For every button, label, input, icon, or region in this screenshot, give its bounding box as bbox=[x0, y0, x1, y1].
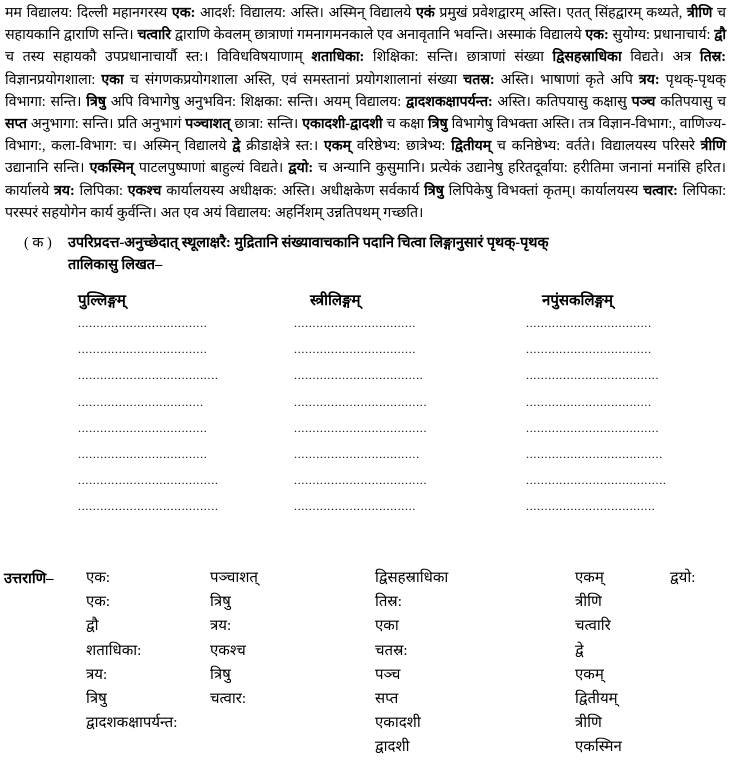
column-header-neuter: नपुंसकलिङ्गम् bbox=[542, 293, 614, 310]
answer-cell: द्विसहस्राधिका bbox=[375, 570, 449, 586]
answer-row bbox=[86, 687, 726, 711]
row-spacer bbox=[4, 441, 78, 467]
answer-cell: एकस्मिन bbox=[575, 739, 622, 756]
table-row bbox=[4, 336, 734, 362]
answer-cell: द्वितीयम् bbox=[575, 691, 618, 708]
dotted-blank-line[interactable]: .................................. bbox=[526, 316, 652, 331]
question-text-line2: तालिकासु लिखत– bbox=[68, 256, 163, 273]
dotted-blank-line[interactable]: ...................................... bbox=[78, 499, 219, 514]
dotted-blank-line[interactable]: ................................... bbox=[78, 420, 208, 435]
blank-cell-masculine[interactable] bbox=[78, 493, 294, 519]
answer-cell: द्वे bbox=[575, 642, 584, 659]
gender-classification-table bbox=[4, 290, 734, 520]
question-marker: ( क ) bbox=[24, 235, 52, 252]
blank-cell-neuter[interactable] bbox=[526, 389, 734, 415]
answer-cell: त्रय: bbox=[210, 618, 232, 635]
dotted-blank-line[interactable]: .................................... bbox=[526, 368, 660, 383]
dotted-blank-line[interactable]: .................................... bbox=[526, 420, 660, 435]
table-row bbox=[4, 362, 734, 388]
dotted-blank-line[interactable]: ................................... bbox=[78, 316, 208, 331]
answers-grid bbox=[86, 566, 726, 760]
answer-cell: द्वयो: bbox=[670, 570, 696, 586]
dotted-blank-line[interactable]: ................................... bbox=[78, 342, 208, 357]
answer-cell: चतस्र: bbox=[375, 642, 408, 659]
dotted-blank-line[interactable]: ................................... bbox=[294, 368, 424, 383]
table-row bbox=[4, 310, 734, 336]
blank-cell-neuter[interactable] bbox=[526, 467, 734, 493]
row-spacer bbox=[4, 415, 78, 441]
answer-cell: त्रिषु bbox=[86, 691, 107, 708]
blank-cell-masculine[interactable] bbox=[78, 467, 294, 493]
answer-cell: शताधिका: bbox=[86, 642, 142, 659]
answer-cell bbox=[670, 590, 726, 614]
answer-cell: त्रीणि bbox=[575, 594, 602, 611]
dotted-blank-line[interactable]: .................................. bbox=[294, 446, 420, 461]
answers-section bbox=[4, 566, 730, 760]
dotted-blank-line[interactable]: .................................... bbox=[294, 394, 428, 409]
dotted-blank-line[interactable]: ...................................... bbox=[526, 473, 667, 488]
answer-cell: द्वादशी bbox=[375, 739, 410, 756]
answer-cell: एकश्च bbox=[210, 642, 246, 659]
dotted-blank-line[interactable]: .................................. bbox=[78, 394, 204, 409]
dotted-blank-line[interactable]: .................................. bbox=[526, 342, 652, 357]
answers-label: उत्तराणि– bbox=[4, 571, 54, 587]
table-row bbox=[4, 441, 734, 467]
answer-cell: द्वादशकक्षापर्यन्त: bbox=[86, 715, 178, 732]
blank-cell-feminine[interactable] bbox=[294, 362, 526, 388]
row-spacer bbox=[4, 389, 78, 415]
answer-cell bbox=[210, 711, 375, 735]
dotted-blank-line[interactable]: ...................................... bbox=[78, 368, 219, 383]
blank-cell-neuter[interactable] bbox=[526, 336, 734, 362]
answer-cell bbox=[670, 614, 726, 638]
blank-cell-feminine[interactable] bbox=[294, 336, 526, 362]
dotted-blank-line[interactable]: ................................... bbox=[526, 499, 656, 514]
answer-cell: त्रिषु bbox=[210, 666, 231, 683]
table-header-row bbox=[4, 290, 734, 310]
answer-cell: एका bbox=[375, 618, 399, 635]
answer-cell: त्रिषु bbox=[210, 594, 231, 611]
blank-cell-feminine[interactable] bbox=[294, 493, 526, 519]
table-body bbox=[4, 310, 734, 520]
answer-cell: एकादशी bbox=[375, 715, 421, 732]
blank-cell-feminine[interactable] bbox=[294, 441, 526, 467]
answer-row bbox=[86, 590, 726, 614]
dotted-blank-line[interactable]: ................................. bbox=[294, 499, 417, 514]
answer-cell: त्रय: bbox=[86, 666, 108, 683]
question-text-line1: उपरिप्रदत्त-अनुच्छेदात् स्थूलाक्षरै: मुद्रितानि संख्यावाचकानि पदानि चित्वा लिङ्गानुसारं पृथक्-पृथक् bbox=[68, 235, 549, 252]
question-block bbox=[4, 233, 728, 276]
blank-cell-masculine[interactable] bbox=[78, 415, 294, 441]
answer-cell: तिस्र: bbox=[375, 594, 402, 611]
dotted-blank-line[interactable]: .................................. bbox=[526, 394, 652, 409]
blank-cell-neuter[interactable] bbox=[526, 441, 734, 467]
answer-cell: एक: bbox=[86, 570, 110, 586]
row-spacer bbox=[4, 362, 78, 388]
answer-cell: चत्वार: bbox=[210, 691, 247, 708]
answer-cell: चत्वारि bbox=[575, 618, 611, 635]
blank-cell-neuter[interactable] bbox=[526, 415, 734, 441]
answer-cell: पञ्चाशत् bbox=[210, 570, 258, 586]
blank-cell-feminine[interactable] bbox=[294, 415, 526, 441]
dotted-blank-line[interactable]: ................................... bbox=[78, 446, 208, 461]
answer-cell: पञ्च bbox=[375, 666, 401, 683]
row-spacer bbox=[4, 467, 78, 493]
answer-row bbox=[86, 566, 726, 590]
dotted-blank-line[interactable]: .................................... bbox=[294, 420, 428, 435]
blank-cell-masculine[interactable] bbox=[78, 389, 294, 415]
answer-cell bbox=[670, 639, 726, 663]
answer-row bbox=[86, 614, 726, 638]
answer-cell bbox=[670, 687, 726, 711]
dotted-blank-line[interactable]: ................................. bbox=[294, 342, 417, 357]
blank-cell-neuter[interactable] bbox=[526, 310, 734, 336]
answer-cell: सप्त bbox=[375, 691, 399, 708]
answer-cell: एक: bbox=[86, 594, 110, 611]
blank-cell-masculine[interactable] bbox=[78, 336, 294, 362]
dotted-blank-line[interactable]: ...................................... bbox=[78, 473, 219, 488]
blank-cell-masculine[interactable] bbox=[78, 310, 294, 336]
blank-cell-feminine[interactable] bbox=[294, 467, 526, 493]
blank-cell-neuter[interactable] bbox=[526, 493, 734, 519]
table-row bbox=[4, 493, 734, 519]
dotted-blank-line[interactable]: ..................................... bbox=[526, 446, 663, 461]
answer-row bbox=[86, 663, 726, 687]
answer-cell: एकम् bbox=[575, 570, 604, 586]
blank-cell-masculine[interactable] bbox=[78, 441, 294, 467]
sanskrit-passage: मम विद्यालय: दिल्ली महानगरस्य एक: आदर्श: विद्यालय: अस्ति। अस्मिन् विद्यालये एकं प्रमुखं प्रवेशद्वारम् अस्ति। एतत् सिंहद्वारम् कथ्यते, त्रीणि च सहायकानि द्वाराणि सन्ति। चत्वारि द्वाराणि केवलम् छात्राणां गमनागमनकाले एव अनावृतानि भवन्ति। अस्माकं विद्यालये एक: सुयोग्य: प्रधानाचार्य: द्वौ च तस्य सहायकौ उपप्रधानाचार्यौ स्त:। विविधविषयाणाम् शताधिका: शिक्षिका: सन्ति। छात्राणां संख्या द्विसहस्राधिका विद्यते। अत्र तिस्र: विज्ञानप्रयोगशाला: एका च संगणकप्रयोगशाला अस्ति, एवं समस्तानां प्रयोगशालानां संख्या चतस्र: अस्ति। भाषाणां कृते अपि त्रय: पृथक्-पृथक् विभागा: सन्ति। त्रिषु अपि विभागेषु अनुभविन: शिक्षका: सन्ति। अयम् विद्यालय: द्वादशकक्षापर्यन्त: अस्ति। कतिपयासु कक्षासु पञ्च कतिपयासु च सप्त अनुभागा: सन्ति। प्रति अनुभागं पञ्चाशत् छात्रा: सन्ति। एकादशी-द्वादशी च कक्षा त्रिषु विभागेषु विभक्ता अस्ति। तत्र विज्ञान-विभाग:, वाणिज्य-विभाग:, कला-विभाग: च। अस्मिन् विद्यालये द्वे क्रीडाक्षेत्रे स्त:। एकम् वरिष्ठेभ्य: छात्रेभ्य: द्वितीयम् च कनिष्ठेभ्य: वर्तते। विद्यालयस्य परिसरे त्रीणि उद्यानानि सन्ति। एकस्मिन् पाटलपुष्पाणां बाहुल्यं विद्यते। द्वयो: च अन्यानि कुसुमानि। प्रत्येकं उद्यानेषु हरितदूर्वाया: हरीतिमा जनानां मनांसि हरित। कार्यालये त्रय: लिपिका: एकश्च कार्यालयस्य अधीक्षक: अस्ति। अधीक्षकेण सर्वकार्य त्रिषु लिपिकेषु विभक्तां कृतम्। कार्यालयस्य चत्वार: लिपिका: परस्परं सहयोगेन कार्य कुर्वन्ति। अत एव अयं विद्यालय: अहर्निशम् उन्नतिपथम् गच्छति। bbox=[5, 5, 727, 221]
blank-cell-feminine[interactable] bbox=[294, 389, 526, 415]
answer-cell bbox=[670, 663, 726, 687]
table-row bbox=[4, 389, 734, 415]
table-left-spacer bbox=[4, 290, 78, 310]
column-header-masculine: पुल्लिङ्गम् bbox=[78, 293, 126, 310]
answer-cell bbox=[670, 711, 726, 735]
answer-cell: त्रीणि bbox=[575, 715, 602, 732]
table-row bbox=[4, 467, 734, 493]
row-spacer bbox=[4, 310, 78, 336]
column-header-feminine: स्त्रीलिङ्गम् bbox=[310, 293, 361, 310]
table-row bbox=[4, 415, 734, 441]
dotted-blank-line[interactable]: ................................. bbox=[294, 316, 417, 331]
row-spacer bbox=[4, 336, 78, 362]
row-spacer bbox=[4, 493, 78, 519]
answer-cell: एकम् bbox=[575, 666, 604, 683]
dotted-blank-line[interactable]: .................................... bbox=[294, 473, 428, 488]
blank-cell-masculine[interactable] bbox=[78, 362, 294, 388]
blank-cell-neuter[interactable] bbox=[526, 362, 734, 388]
answer-row bbox=[86, 639, 726, 663]
blank-cell-feminine[interactable] bbox=[294, 310, 526, 336]
answer-row bbox=[86, 711, 726, 735]
answer-cell: द्वौ bbox=[86, 618, 99, 635]
